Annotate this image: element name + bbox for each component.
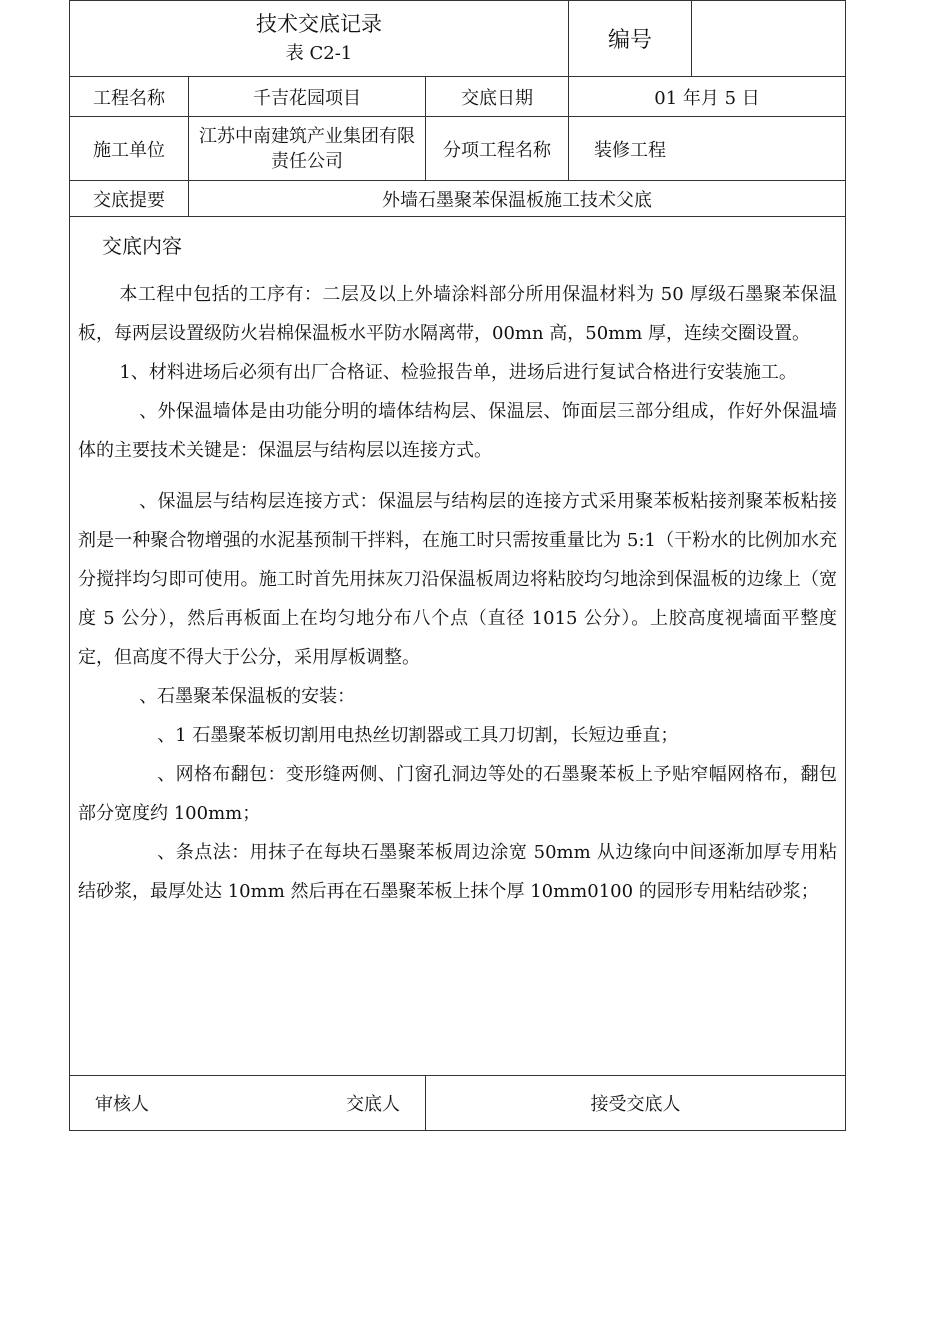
contractor-value[interactable]: 江苏中南建筑产业集团有限责任公司 [189, 117, 426, 181]
date-value[interactable]: 01 年月 5 日 [569, 77, 846, 117]
number-value[interactable] [692, 1, 846, 77]
header-row [70, 1, 846, 77]
date-label: 交底日期 [426, 77, 569, 117]
reviewer-label: 审核人 [95, 1094, 149, 1115]
content-paragraph-installation: 、石墨聚苯保温板的安装： [139, 686, 356, 707]
presenter-label: 交底人 [346, 1094, 400, 1115]
project-name-label: 工程名称 [70, 77, 189, 117]
content-row [70, 217, 846, 1076]
sub-project-label: 分项工程名称 [426, 117, 569, 181]
summary-label: 交底提要 [70, 181, 189, 217]
content-paragraph-intro: 本工程中包括的工序有：二层及以上外墙涂料部分所用保温材料为 50 厚级石墨聚苯保温板，每两层设置级防火岩棉保温板水平防水隔离带，00mn 高，50mm 厚，连续交圈设置。 [78, 284, 838, 344]
project-name-value[interactable]: 千吉花园项目 [189, 77, 426, 117]
contractor-label: 施工单位 [70, 117, 189, 181]
signature-row [70, 1076, 846, 1131]
technical-disclosure-form [69, 0, 845, 1131]
number-label: 编号 [569, 1, 692, 77]
content-paragraph-wall-layers: 、外保温墙体是由功能分明的墙体结构层、保温层、饰面层三部分组成，作好外保温墙体的主要技术关键是：保温层与结构层以连接方式。 [78, 401, 838, 461]
form-title: 技术交底记录 [256, 11, 382, 36]
summary-value[interactable]: 外墙石墨聚苯保温板施工技术父底 [189, 181, 846, 217]
receiver-label: 接受交底人 [426, 1076, 846, 1131]
content-paragraph-cutting: 、1 石墨聚苯板切割用电热丝切割器或工具刀切割，长短边垂直； [157, 725, 679, 746]
content-paragraph-connection: 、保温层与结构层连接方式：保温层与结构层的连接方式采用聚苯板粘接剂聚苯板粘接剂是一种聚合物增强的水泥基预制干拌料，在施工时只需按重量比为 5:1（干粉水的比例加水充分搅拌均匀即可使用。施工时首先用抹灰刀沿保温板周边将粘胶均匀地涂到保温板的边缘上（宽度 5 公分），然后再板面上在均匀地分布八个点（直径 1015 公分）。上胶高度视墙面平整度定，但高度不得大于公分，采用厚板调整。 [78, 491, 838, 668]
content-paragraph-mesh: 、网格布翻包：变形缝两侧、门窗孔洞边等处的石墨聚苯板上予贴窄幅网格布，翻包部分宽度约 100mm； [78, 764, 838, 824]
title-cell [70, 1, 569, 77]
content-paragraph-materials: 1、材料进场后必须有出厂合格证、检验报告单，进场后进行复试合格进行安装施工。 [119, 362, 797, 383]
content-cell [70, 217, 846, 1076]
form-table [69, 0, 846, 1131]
summary-row [70, 181, 846, 217]
project-row [70, 77, 846, 117]
content-paragraph-bonding: 、条点法：用抹子在每块石墨聚苯板周边涂宽 50mm 从边缘向中间逐渐加厚专用粘结砂浆，最厚处达 10mm 然后再在石墨聚苯板上抹个厚 10mm0100 的园形专用粘结砂浆； [78, 842, 838, 902]
signature-left-cell [70, 1076, 426, 1131]
contractor-row [70, 117, 846, 181]
sub-project-value[interactable]: 装修工程 [569, 117, 846, 181]
content-heading: 交底内容 [102, 234, 182, 258]
form-code: 表 C2-1 [285, 42, 353, 64]
